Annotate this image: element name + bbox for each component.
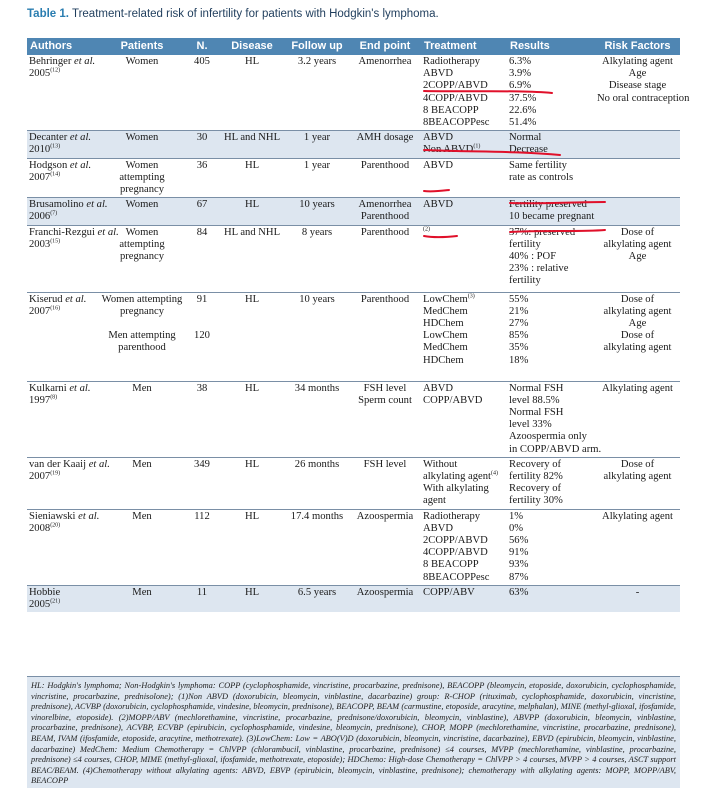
author-year: 2003$^{(15)}$ [29,238,61,250]
cell-results [507,131,595,158]
risk-line: No oral contraception [597,92,690,104]
results-line: 87% [509,571,529,583]
patients-line: pregnancy [119,184,165,196]
patients-line: Women [125,199,159,211]
n-line: 112 [194,510,210,522]
treatment-line: 2COPP/ABVD [423,80,488,92]
cell-end-point [349,225,421,292]
author-year: 2007$^{(14)}$ [29,171,61,183]
cell-disease [219,158,285,198]
treatment-line: 4COPP/ABVD [423,547,488,559]
patients-line [101,318,183,330]
cell-risk-factors [595,225,680,292]
patients-line: Men [132,510,152,522]
cell-author [27,457,110,509]
cell-end-point [349,158,421,198]
patients-line: Women [125,132,159,144]
cell-risk-factors [595,509,680,585]
disease-line: HL and NHL [223,132,281,144]
risk-line: Dose of [620,226,655,238]
treatment-line: MedChem [423,305,468,317]
cell-treatment [421,381,507,457]
cell-author [27,381,99,457]
cell-n [185,509,219,585]
n-line: 91 [196,293,208,305]
treatment-line: MedChem [423,342,468,354]
risk-line: Dose of [620,293,655,305]
cell-end-point [349,509,421,585]
author-name: Franchi-Rezgui et al. [29,226,119,238]
cell-results [507,225,595,292]
risk-line: alkylating agent [603,471,672,483]
column-header: Authors [27,38,99,55]
risk-line: Alkylating agent [602,56,673,67]
cell-results [507,55,595,131]
results-line: level 33% [509,419,552,431]
table-row [27,225,680,292]
results-line: 18% [509,354,529,366]
endpoint-line: FSH level [363,382,407,394]
risk-line: Dose of [620,458,655,470]
results-line: 91% [509,547,529,559]
follow-line: 8 years [301,226,333,238]
endpoint-line: AMH dosage [356,132,414,144]
patients-line: attempting [119,171,165,183]
author-year: 2008$^{(20)}$ [29,522,61,534]
n-line [187,318,217,330]
cell-treatment [421,158,507,198]
cell-follow-up [285,158,349,198]
results-line: fertility [509,275,541,287]
results-line: Azoospermia only [509,431,587,443]
treatment-line: COPP/ABVD [423,394,483,406]
treatment-line: LowChem [423,330,468,342]
cell-patients [99,457,185,509]
treatment-line: 4COPP/ABVD [423,92,488,104]
results-line: 0% [509,522,524,534]
cell-follow-up [285,292,349,381]
endpoint-line: Amenorrhea [358,56,412,67]
results-line: Normal FSH [509,407,564,419]
cell-risk-factors [595,55,690,131]
results-line: 63% [509,586,529,598]
cell-n [185,158,219,198]
results-line: rate as controls [509,171,574,183]
treatment-line: ABVD [423,199,454,211]
cell-follow-up [285,457,349,509]
results-line: 21% [509,305,529,317]
cell-patients [99,198,185,225]
cell-risk-factors [595,457,680,509]
n-line: 67 [196,199,208,211]
author-name: Behringer et al. [29,56,96,67]
treatment-line: ABVD [423,68,454,80]
treatment-line: Radiotherapy [423,56,481,67]
endpoint-line: Parenthood [360,293,410,305]
cell-results [507,509,595,585]
cell-n [185,225,219,292]
cell-disease [219,292,285,381]
risk-line: Age [628,68,647,80]
cell-author [27,585,99,612]
cell-follow-up [285,585,349,612]
patients-line: Men [132,382,152,394]
treatment-line: COPP/ABV [423,586,475,598]
endpoint-line: Sperm count [358,394,412,406]
cell-patients [99,292,185,381]
results-line: Decrease [509,144,548,156]
cell-end-point [349,198,421,225]
results-line: 85% [509,330,529,342]
disease-line: HL [244,510,260,522]
treatment-line: Non ABVD$^{(1)}$ [423,143,481,156]
patients-line: parenthood [118,342,166,354]
results-line: 22.6% [509,104,537,116]
cell-follow-up [285,509,349,585]
endpoint-line: Parenthood [360,226,410,238]
cell-end-point [349,131,421,158]
cell-author [27,225,119,292]
disease-line: HL and NHL [223,226,281,238]
column-header: End point [349,38,421,55]
cell-follow-up [285,55,349,131]
infertility-risk-table [27,38,690,612]
treatment-line: agent [423,495,446,507]
risk-line: Alkylating agent [602,510,673,522]
follow-line: 34 months [294,382,340,394]
disease-line: HL [244,293,260,305]
disease-line: HL [244,159,260,171]
results-line: fertility [509,238,541,250]
cell-end-point [349,381,421,457]
results-line: 55% [509,293,529,305]
cell-n [185,198,219,225]
cell-disease [219,131,285,158]
cell-disease [219,55,285,131]
results-line: 93% [509,559,529,571]
results-line: Recovery of [509,458,562,470]
author-year: 2006$^{(7)}$ [29,210,58,223]
results-line: 37%: preserved [509,226,576,238]
endpoint-line: Azoospermia [356,586,414,598]
cell-author [27,509,99,585]
footnote-ref: (2) [423,226,430,233]
cell-patients [99,381,185,457]
cell-n [185,585,219,612]
cell-disease [219,509,285,585]
treatment-line: With alkylating [423,483,489,495]
follow-line: 17.4 months [290,510,344,522]
treatment-line: HDChem [423,354,464,366]
cell-risk-factors [595,585,680,612]
treatment-line: ABVD [423,159,454,171]
treatment-line: 2COPP/ABVD [423,535,488,547]
cell-n [185,381,219,457]
follow-line: 1 year [303,132,331,144]
follow-line: 26 months [294,458,340,470]
table-row [27,509,680,585]
cell-patients [99,158,185,198]
column-header: Follow up [285,38,349,55]
treatment-line: 8BEACOPPesc [423,117,490,129]
disease-line: HL [244,458,260,470]
patients-line: Women [125,159,159,171]
cell-n [185,55,219,131]
results-line: Recovery of [509,483,562,495]
cell-treatment [421,292,507,381]
table-label: Table 1. [27,8,69,20]
cell-disease [219,585,285,612]
treatment-line: LowChem$^{(3)}$ [423,293,475,305]
results-line: Fertility preserved [509,199,587,211]
cell-disease [219,381,285,457]
table-caption: Treatment-related risk of infertility for patients with Hodgkin's lymphoma. [71,8,439,20]
n-line: 405 [194,56,210,67]
patients-line: Women [125,56,159,67]
cell-results [507,457,595,509]
treatment-line: alkylating agent$^{(4)}$ [423,470,498,483]
cell-author [27,198,108,225]
endpoint-line: Azoospermia [356,510,414,522]
results-line: 23% : relative [509,263,569,275]
cell-disease [219,198,285,225]
cell-results [507,292,595,381]
author-year: 2005$^{(12)}$ [29,67,61,80]
endpoint-line: Amenorrhea [358,199,412,211]
author-year: 2007$^{(19)}$ [29,470,61,483]
risk-line: - [635,586,640,598]
cell-n [185,131,219,158]
follow-line: 1 year [303,159,331,171]
cell-follow-up [285,131,349,158]
table-row [27,292,680,381]
cell-results [507,158,595,198]
table-row [27,198,680,225]
table-row [27,55,680,131]
cell-disease [219,457,285,509]
author-year: 2007$^{(16)}$ [29,305,61,317]
cell-follow-up [285,381,349,457]
column-header: Results [507,38,595,55]
cell-treatment [421,225,507,292]
cell-treatment [421,55,507,131]
cell-treatment [421,198,507,225]
cell-treatment [421,509,507,585]
patients-line: pregnancy [119,251,165,263]
cell-risk-factors [595,292,680,381]
risk-line: alkylating agent [603,305,672,317]
cell-author [27,55,99,131]
patients-line: pregnancy [119,305,165,317]
footnote-ref: (4) [490,470,498,477]
cell-author [27,131,99,158]
cell-treatment [421,131,507,158]
table-row [27,158,680,198]
cell-results [507,585,595,612]
author-name: Kiserud et al. [29,293,87,305]
treatment-line: 8 BEACOPP [423,559,479,571]
treatment-line: Without [423,458,458,470]
author-name: Sieniawski et al. [29,510,100,522]
results-line: in COPP/ABVD arm. [509,443,602,455]
cell-risk-factors [595,158,680,198]
cell-end-point [349,292,421,381]
treatment-line: 8BEACOPPesc [423,571,490,583]
author-year: 2005$^{(21)}$ [29,598,61,611]
results-line: 6.9% [509,80,532,92]
patients-line: Men attempting [108,330,176,342]
results-line: 3.9% [509,68,532,80]
treatment-line [423,227,505,239]
risk-line: Disease stage [608,80,667,92]
results-line: 1% [509,510,524,522]
results-line: 40% : POF [509,251,557,263]
risk-line: Age [628,318,647,330]
cell-patients [99,131,185,158]
results-line: Normal [509,132,542,144]
table-row [27,585,680,612]
treatment-line: ABVD [423,132,454,144]
risk-line: alkylating agent [603,238,672,250]
cell-author [27,158,99,198]
cell-patients [99,585,185,612]
table-row [27,381,680,457]
cell-end-point [349,457,421,509]
author-year: 2010$^{(13)}$ [29,143,61,156]
results-line: 10 became pregnant [509,211,595,223]
column-header: N. [185,38,219,55]
treatment-line: HDChem [423,318,464,330]
cell-risk-factors [595,381,680,457]
disease-line: HL [244,586,260,598]
n-line: 36 [196,159,208,171]
table-row [27,457,680,509]
treatment-line: Radiotherapy [423,510,481,522]
results-line: 35% [509,342,529,354]
risk-line: Dose of [620,330,655,342]
author-name: Hodgson et al. [29,159,92,171]
risk-line: Alkylating agent [602,382,673,394]
cell-disease [219,225,285,292]
disease-line: HL [244,56,260,67]
results-line: 6.3% [509,56,532,67]
endpoint-line: FSH level [363,458,407,470]
treatment-line: ABVD [423,382,454,394]
column-header: Disease [219,38,285,55]
author-name: Brusamolino et al. [29,199,108,211]
follow-line: 10 years [299,199,335,211]
footnote-ref: (1) [473,143,481,150]
column-header: Patients [99,38,185,55]
risk-line: Age [628,251,647,263]
author-name: Decanter et al. [29,132,92,144]
n-line: 30 [196,132,208,144]
table-footnote: HL: Hodgkin's lymphoma; Non-Hodgkin's lymphoma: COPP (cyclophosphamide, vincristine, procarbazine, prednisone), BEACOPP (bleomycin, etoposide, doxorubicin, cyclophosphamide, vincristine, procarbazine, prednisolone); (1)Non ABVD (doxorubicin, bleomycin, vinblastine, dacarbazine) group: R-CHOP (rituximab, cyclophosphamide, doxorubicin, vincristine, prednisone), ACVBP (doxorubicin, cyclophosphamide, vindesine, bleomycin, prednisone), BEACOPP, BEAM (carmustine, etoposide, aracytine, melphalan), MINE (methyl-glioxal, ifosfamide, vinorelbine, etoposide). (2)MOPP/ABV (mechlorethamine, vincristine, procarbazine, prednisone/doxorubicin, bleomycin, vinblastine), ABVPP (doxorubicin, bleomycin, vinblastine, procarbazine, prednisone), ACVBP, ECVBP (epirubicin, cyclophosphamide, vindesine, bleomycin, prednisone), CHOP, MOPP (mechlorethamine, vincristine, procarbazine, prednisone), BEAM, IVAM (ifosfamide, etoposide, aracytine, methotrexate). (3)LowChem: Low = ABO(V)D (doxorubicin, bleomycin, vincristine, dacarbazine), EBVD (epirubicin, bleomycin, vinblastine, dacarbazine) MedChem: Medium Chemotherapy = ChlVPP (chlorambucil, vinblastine, procarbazine, prednisone) ≤4 courses, MVPP (mechlorethamine, vinblastine, procarbazine, prednisone) ≤4 courses, CHOP, MIME (methyl-glioxal, ifosfamide, methotrexate, etoposide); HDChemo: High-dose Chemotherapy = ChlVPP > 4 courses, MVPP > 4 courses, ASCT support BEAC/BEAM. (4)Chemotherapy without alkylating agents: ABVD, EBVP (epirubicin, bleomycin, vinblastine, prednisone); chemotherapy with alkylating agents: MOPP, MOPP/ABV, BEACOPP [27,676,680,788]
cell-results [507,381,602,457]
cell-end-point [349,55,421,131]
cell-results [507,198,595,225]
author-name: van der Kaaij et al. [29,458,110,470]
disease-line: HL [244,199,260,211]
patients-line: Men [132,586,152,598]
n-line: 84 [196,226,208,238]
cell-treatment [421,585,507,612]
n-line [187,306,217,318]
cell-treatment [421,457,507,509]
follow-line: 10 years [299,293,335,305]
cell-follow-up [285,198,349,225]
results-line: Same fertility [509,159,567,171]
n-line: 38 [196,382,208,394]
results-line: fertility 82% [509,471,563,483]
cell-author [27,292,99,381]
follow-line: 3.2 years [297,56,337,67]
cell-risk-factors [595,131,680,158]
column-header: Treatment [421,38,507,55]
endpoint-line: Parenthood [360,159,410,171]
cell-n [185,292,219,381]
column-header: Risk Factors [595,38,680,55]
patients-line: attempting [119,238,165,250]
patients-line: Women [125,226,159,238]
treatment-line: 8 BEACOPP [423,104,479,116]
header-row [27,38,680,55]
n-line: 120 [194,330,210,342]
patients-line: Men [132,458,152,470]
follow-line: 6.5 years [297,586,337,598]
author-year: 1997$^{(8)}$ [29,394,58,406]
results-line: level 88.5% [509,394,560,406]
endpoint-line: Parenthood [360,211,410,223]
results-line: 56% [509,535,529,547]
results-line: 51.4% [509,117,537,129]
table-title [27,8,687,20]
n-line: 349 [194,458,210,470]
cell-end-point [349,585,421,612]
disease-line: HL [244,382,260,394]
cell-follow-up [285,225,349,292]
patients-line: Women attempting [101,293,183,305]
treatment-line: ABVD [423,522,454,534]
table-row [27,131,680,158]
footnote-ref: (3) [467,293,475,300]
results-line: 37.5% [509,92,537,104]
cell-patients [99,55,185,131]
cell-n [185,457,219,509]
results-line: Normal FSH [509,382,564,394]
risk-line: alkylating agent [603,342,672,354]
n-line: 11 [196,586,208,598]
results-line: 27% [509,318,529,330]
author-name: Hobbie [29,586,61,598]
cell-risk-factors [595,198,680,225]
author-name: Kulkarni et al. [29,382,91,394]
results-line: fertility 30% [509,495,563,507]
cell-patients [99,509,185,585]
